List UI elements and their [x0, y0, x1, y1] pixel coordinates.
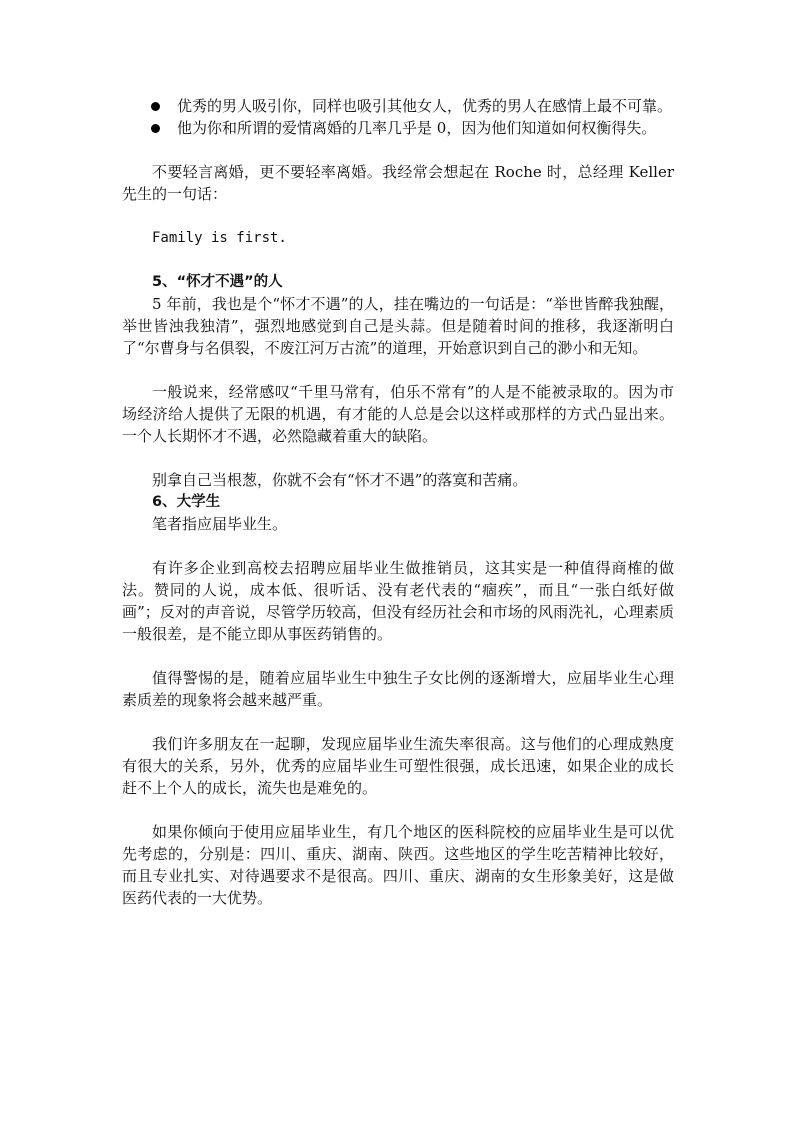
spacer — [122, 645, 674, 667]
quote-line: Family is first. — [152, 230, 287, 246]
bullet-text: 他为你和所谓的爱情离婚的几率几乎是 0，因为他们知道如何权衡得失。 — [177, 119, 657, 137]
spacer — [122, 139, 674, 161]
paragraph: 值得警惕的是，随着应届毕业生中独生子女比例的逐渐增大，应届毕业生心理素质差的现象将会越来越严重。 — [122, 669, 674, 709]
spacer — [122, 799, 674, 821]
spacer — [122, 205, 674, 227]
paragraph: 别拿自己当根葱，你就不会有“怀才不遇”的落寞和苦痛。 — [152, 471, 528, 489]
paragraph: 不要轻言离婚，更不要轻率离婚。我经常会想起在 Roche 时，总经理 Keller 先生的一句话： — [122, 163, 674, 203]
bullet-list — [122, 95, 674, 139]
spacer — [122, 447, 674, 469]
spacer — [122, 535, 674, 557]
spacer — [122, 359, 674, 381]
paragraph: 我们许多朋友在一起聊，发现应届毕业生流失率很高。这与他们的心理成熟度有很大的关系，另外，优秀的应届毕业生可塑性很强，成长迅速，如果企业的成长赶不上个人的成长，流失也是难免的。 — [122, 735, 674, 797]
document-body — [122, 95, 674, 909]
paragraph: 如果你倾向于使用应届毕业生，有几个地区的医科院校的应届毕业生是可以优先考虑的，分别是：四川、重庆、湖南、陕西。这些地区的学生吃苦精神比较好，而且专业扎实、对待遇要求不是很高。四川、重庆、湖南的女生形象美好，这是做医药代表的一大优势。 — [122, 823, 674, 907]
paragraph: 笔者指应届毕业生。 — [152, 515, 288, 533]
bullet-item — [122, 95, 674, 117]
paragraph: 5 年前，我也是个“怀才不遇”的人，挂在嘴边的一句话是：“举世皆醉我独醒，举世皆浊我独清”，强烈地感觉到自己是头蒜。但是随着时间的推移，我逐渐明白了“尔曹身与名俱裂，不废江河万古流”的道理，开始意识到自己的渺小和无知。 — [122, 295, 674, 357]
spacer — [122, 711, 674, 733]
bullet-item — [122, 117, 674, 139]
bullet-dot-icon — [151, 102, 160, 111]
spacer — [122, 249, 674, 271]
paragraph: 有许多企业到高校去招聘应届毕业生做推销员，这其实是一种值得商榷的做法。赞同的人说，成本低、很听话、没有老代表的“痼疾”，而且“一张白纸好做画”；反对的声音说，尽管学历较高，但没有经历社会和市场的风雨洗礼，心理素质一般很差，是不能立即从事医药销售的。 — [122, 559, 674, 643]
bullet-dot-icon — [151, 124, 160, 133]
paragraph: 一般说来，经常感叹“千里马常有，伯乐不常有”的人是不能被录取的。因为市场经济给人提供了无限的机遇，有才能的人总是会以这样或那样的方式凸显出来。一个人长期怀才不遇，必然隐藏着重大的缺陷。 — [122, 383, 674, 445]
bullet-text: 优秀的男人吸引你，同样也吸引其他女人，优秀的男人在感情上最不可靠。 — [177, 97, 673, 115]
section-heading: 6、大学生 — [152, 494, 221, 510]
section-heading: 5、“怀才不遇”的人 — [152, 274, 283, 290]
